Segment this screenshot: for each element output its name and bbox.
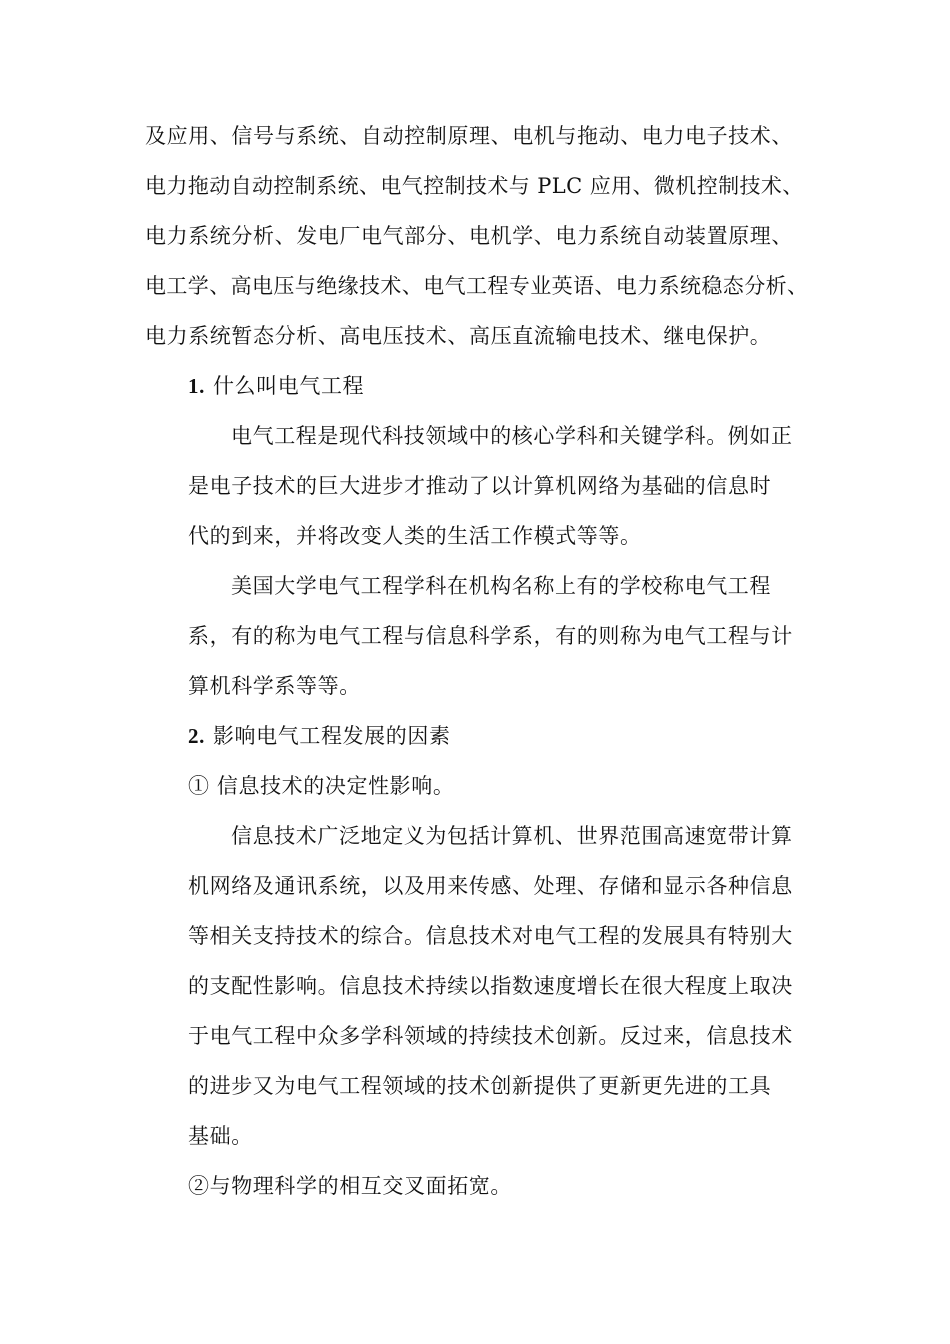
section-1-para-2-line-2: 系，有的称为电气工程与信息科学系，有的则称为电气工程与计	[188, 624, 793, 648]
section-2-para-line-2: 机网络及通讯系统，以及用来传感、处理、存储和显示各种信息	[188, 874, 793, 898]
section-1-para-2-line-1: 美国大学电气工程学科在机构名称上有的学校称电气工程	[231, 574, 771, 598]
section-1-number: 1.	[188, 374, 205, 398]
section-2-para-line-7: 基础。	[188, 1124, 253, 1148]
section-2-para-line-1: 信息技术广泛地定义为包括计算机、世界范围高速宽带计算	[231, 824, 793, 848]
section-2-para-line-4: 的支配性影响。信息技术持续以指数速度增长在很大程度上取决	[188, 974, 793, 998]
intro-line-5: 电力系统暂态分析、高电压技术、高压直流输电技术、继电保护。	[145, 324, 772, 348]
section-2-item-1: ① 信息技术的决定性影响。	[188, 774, 455, 798]
section-1-title: 什么叫电气工程	[212, 374, 365, 398]
intro-line-2: 电力拖动自动控制系统、电气控制技术与 PLC 应用、微机控制技术、	[145, 174, 804, 198]
section-1-para-2-line-3: 算机科学系等等。	[188, 674, 361, 698]
section-2-title: 影响电气工程发展的因素	[212, 724, 451, 748]
section-2-heading	[188, 722, 451, 750]
intro-line-4: 电工学、高电压与绝缘技术、电气工程专业英语、电力系统稳态分析、	[145, 274, 809, 298]
section-1-heading	[188, 372, 364, 400]
intro-line-1: 及应用、信号与系统、自动控制原理、电机与拖动、电力电子技术、	[145, 124, 793, 148]
section-2-para-line-3: 等相关支持技术的综合。信息技术对电气工程的发展具有特别大	[188, 924, 793, 948]
section-1-para-1-line-2: 是电子技术的巨大进步才推动了以计算机网络为基础的信息时	[188, 474, 772, 498]
section-2-para-line-6: 的进步又为电气工程领域的技术创新提供了更新更先进的工具	[188, 1074, 772, 1098]
section-2-item-2: ②与物理科学的相互交叉面拓宽。	[188, 1174, 512, 1198]
section-1-para-1-line-1: 电气工程是现代科技领域中的核心学科和关键学科。例如正	[231, 424, 793, 448]
section-2-number: 2.	[188, 724, 205, 748]
section-1-para-1-line-3: 代的到来，并将改变人类的生活工作模式等等。	[188, 524, 642, 548]
section-2-para-line-5: 于电气工程中众多学科领域的持续技术创新。反过来，信息技术	[188, 1024, 793, 1048]
intro-line-3: 电力系统分析、发电厂电气部分、电机学、电力系统自动装置原理、	[145, 224, 793, 248]
